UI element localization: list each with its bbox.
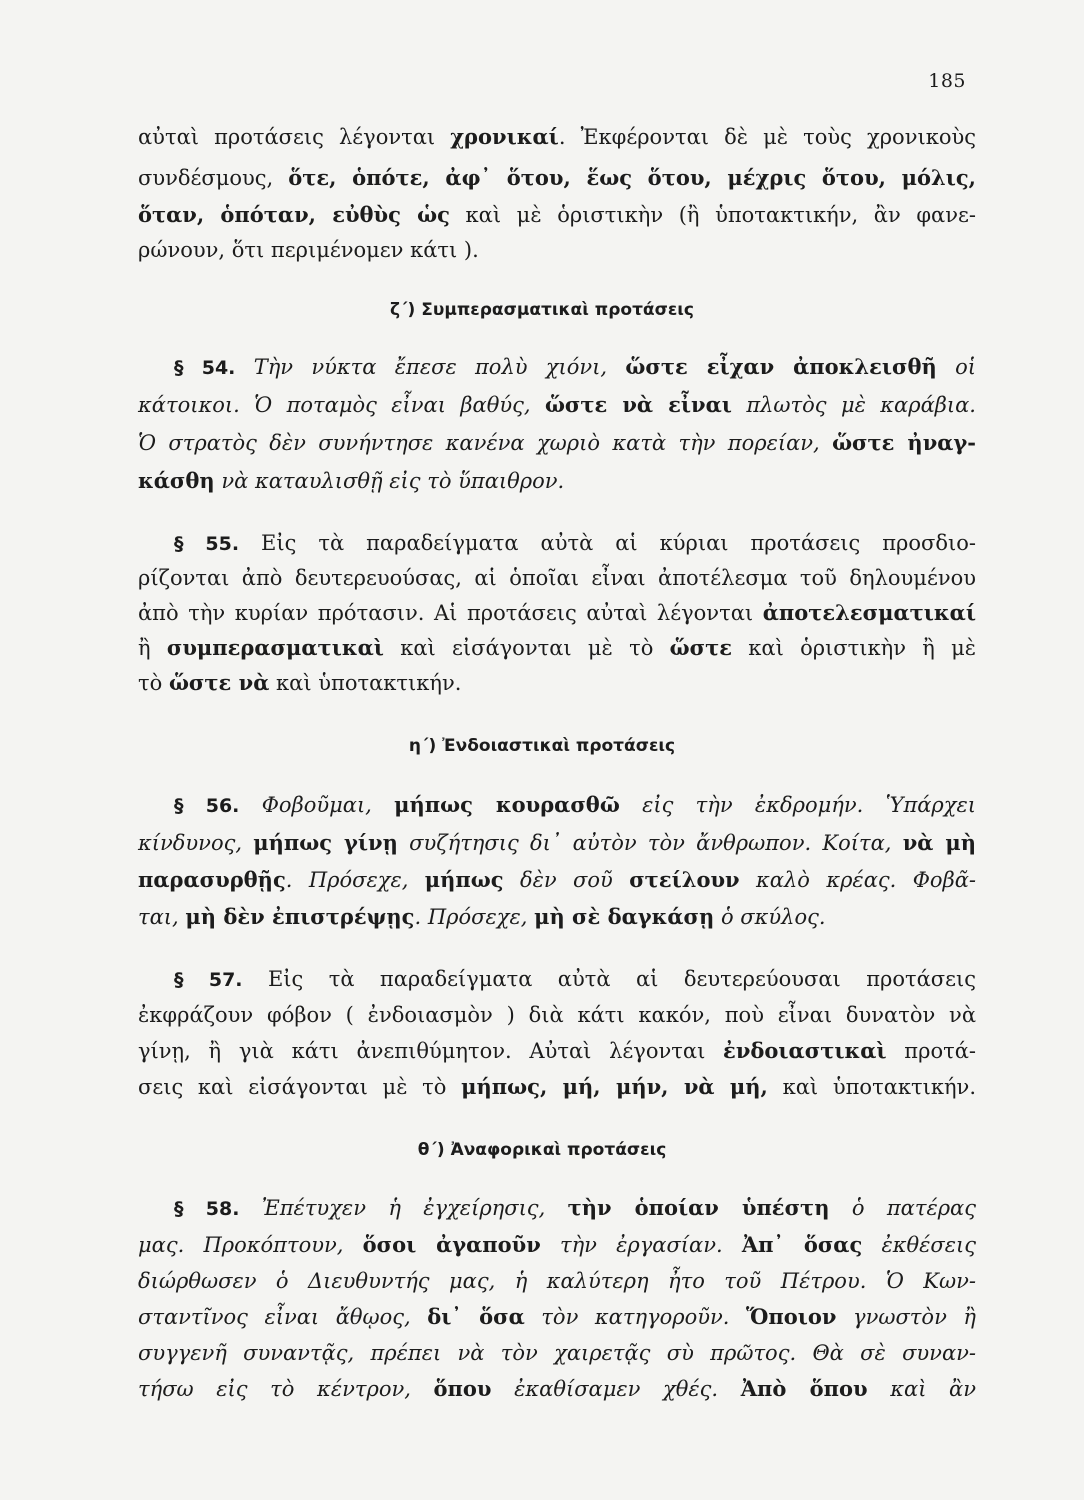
text-line: ἢ συμπερασματικαὶ καὶ εἰσάγονται μὲ τὸ ὥστε καὶ ὁριστικὴν ἢ μὲ (138, 635, 977, 660)
text-line: § 58. Ἐπέτυχεν ἡ ἐγχείρησις, τὴν ὁποίαν ὑπέστη ὁ πατέρας (174, 1195, 976, 1220)
text-line: § 54. Τὴν νύκτα ἔπεσε πολὺ χιόνι, ὥστε εἶχαν ἀποκλεισθῆ οἱ (174, 354, 976, 379)
text-line: § 55. Εἰς τὰ παραδείγματα αὐτὰ αἱ κύριαι προτάσεις προσδιο- (174, 531, 976, 555)
text-line: § 56. Φοβοῦμαι, μήπως κουρασθῶ εἰς τὴν ἐκδρομήν. Ὑπάρχει (174, 792, 976, 817)
text-line: ρώνουν, ὅτι περιμένομεν κάτι ). (138, 238, 479, 262)
text-line: σεις καὶ εἰσάγονται μὲ τὸ μήπως, μή, μήν, νὰ μή, καὶ ὑποτακτικήν. (138, 1074, 976, 1099)
section-heading: θ΄) Ἀναφορικαὶ προτάσεις (417, 1140, 667, 1160)
text-line: τήσω εἰς τὸ κέντρον, ὅπου ἐκαθίσαμεν χθές. Ἀπὸ ὅπου καὶ ἂν (138, 1376, 976, 1401)
text-line: γίνῃ, ἢ γιὰ κάτι ἀνεπιθύμητον. Αὐταὶ λέγονται ἐνδοιαστικαὶ προτά- (138, 1038, 976, 1063)
page-number: 185 (928, 70, 966, 92)
text-line: αὐταὶ προτάσεις λέγονται χρονικαί. Ἐκφέρονται δὲ μὲ τοὺς χρονικοὺς (138, 124, 976, 149)
text-line: διώρθωσεν ὁ Διευθυντής μας, ἡ καλύτερη ἦτο τοῦ Πέτρου. Ὁ Κων- (138, 1269, 976, 1293)
text-line: ρίζονται ἀπὸ δευτερευούσας, αἱ ὁποῖαι εἶναι ἀποτέλεσμα τοῦ δηλουμένου (138, 566, 976, 590)
section-heading: ζ΄) Συμπερασματικαὶ προτάσεις (389, 300, 695, 320)
text-line: κίνδυνος, μήπως γίνῃ συζήτησις δι᾽ αὐτὸν τὸν ἄνθρωπον. Κοίτα, νὰ μὴ (138, 830, 976, 855)
text-line: κάσθη νὰ καταυλισθῇ εἰς τὸ ὕπαιθρον. (138, 468, 565, 493)
text-line: ἐκφράζουν φόβον ( ἐνδοιασμὸν ) διὰ κάτι κακόν, ποὺ εἶναι δυνατὸν νὰ (138, 1003, 976, 1027)
text-line: Ὁ στρατὸς δὲν συνήντησε κανένα χωριὸ κατὰ τὴν πορείαν, ὥστε ἠναγ- (138, 430, 977, 455)
text-line: ὅταν, ὁπόταν, εὐθὺς ὡς καὶ μὲ ὁριστικὴν (ἢ ὑποτακτικήν, ἂν φανε- (138, 202, 976, 227)
text-line: παρασυρθῇς. Πρόσεχε, μήπως δὲν σοῦ στείλουν καλὸ κρέας. Φοβᾶ- (138, 867, 976, 892)
text-line: σταντῖνος εἶναι ἄθῳος, δι᾽ ὅσα τὸν κατηγοροῦν. Ὅποιον γνωστὸν ἢ (138, 1304, 976, 1329)
section-heading: η΄) Ἐνδοιαστικαὶ προτάσεις (408, 736, 676, 756)
text-line: συνδέσμους, ὅτε, ὁπότε, ἀφ᾽ ὅτου, ἕως ὅτου, μέχρις ὅτου, μόλις, (138, 165, 976, 190)
text-line: § 57. Εἰς τὰ παραδείγματα αὐτὰ αἱ δευτερεύουσαι προτάσεις (174, 967, 976, 991)
text-line: ἀπὸ τὴν κυρίαν πρότασιν. Αἱ προτάσεις αὐταὶ λέγονται ἀποτελεσματικαί (138, 600, 976, 625)
text-line: κάτοικοι. Ὁ ποταμὸς εἶναι βαθύς, ὥστε νὰ εἶναι πλωτὸς μὲ καράβια. (138, 392, 976, 417)
text-line: μας. Προκόπτουν, ὅσοι ἀγαποῦν τὴν ἐργασίαν. Ἀπ᾽ ὅσας ἐκθέσεις (138, 1232, 976, 1257)
text-line: ται, μὴ δὲν ἐπιστρέψῃς. Πρόσεχε, μὴ σὲ δαγκάσῃ ὁ σκύλος. (138, 904, 826, 929)
text-line: τὸ ὥστε νὰ καὶ ὑποτακτικήν. (138, 670, 462, 695)
text-line: συγγενῆ συναντᾷς, πρέπει νὰ τὸν χαιρετᾷς σὺ πρῶτος. Θὰ σὲ συναν- (138, 1341, 976, 1365)
